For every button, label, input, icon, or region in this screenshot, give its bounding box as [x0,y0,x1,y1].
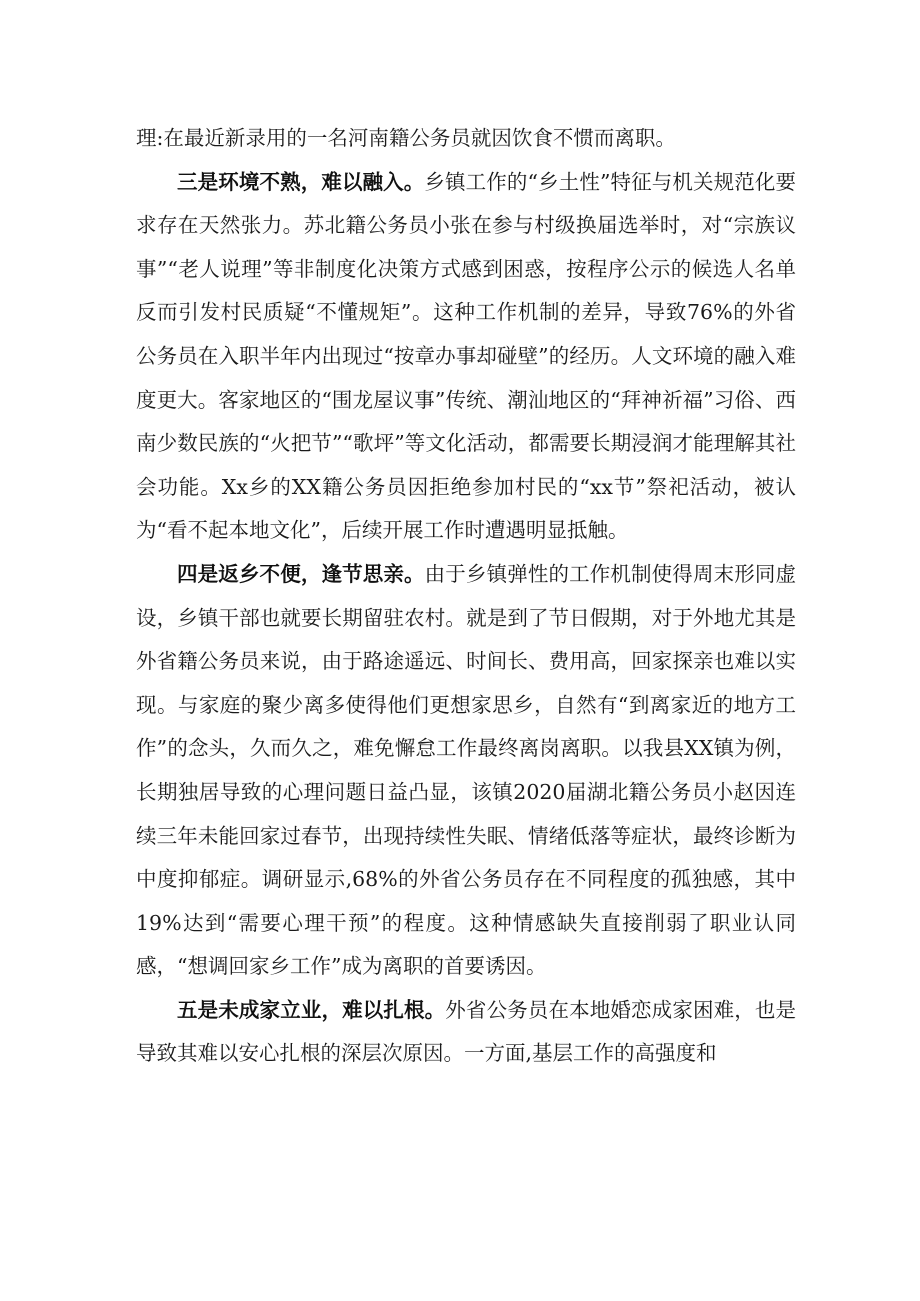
paragraph-settle-down [136,989,796,1076]
paragraph-continuation [136,117,796,161]
paragraph-text: 乡镇工作的“乡土性”特征与机关规范化要求存在天然张力。苏北籍公务员小张在参与村级换届选举时，对“宗族议事”“老人说理”等非制度化决策方式感到困惑，按程序公示的候选人名单反而引发村民质疑“不懂规矩”。这种工作机制的差异，导致76%的外省公务员在入职半年内出现过“按章办事却碰壁”的经历。人文环境的融入难度更大。客家地区的“围龙屋议事”传统、潮汕地区的“拜神祈福”习俗、西南少数民族的“火把节”“歌坪”等文化活动，都需要长期浸润才能理解其社会功能。Xx乡的XX籍公务员因拒绝参加村民的“xx节”祭祀活动，被认为“看不起本地文化”，后续开展工作时遭遇明显抵触。 [136,169,797,543]
paragraph-heading: 五是未成家立业，难以扎根。 [177,997,446,1022]
paragraph-heading: 四是返乡不便，逢节思亲。 [177,561,425,586]
paragraph-text: 外省公务员在本地婚恋成家困难，也是导致其难以安心扎根的深层次原因。一方面,基层工作的高强度和 [136,997,797,1066]
paragraph-text: 理:在最近新录用的一名河南籍公务员就因饮食不惯而离职。 [136,126,676,150]
document-body [136,117,796,1076]
paragraph-heading: 三是环境不熟，难以融入。 [177,169,425,194]
paragraph-homesick [136,553,796,989]
paragraph-text: 由于乡镇弹性的工作机制使得周末形同虚设，乡镇干部也就要长期留驻农村。就是到了节日假期，对于外地尤其是外省籍公务员来说，由于路途遥远、时间长、费用高，回家探亲也难以实现。与家庭的聚少离多使得他们更想家思乡，自然有“到离家近的地方工作”的念头，久而久之，难免懈怠工作最终离岗离职。以我县XX镇为例，长期独居导致的心理问题日益凸显，该镇2020届湖北籍公务员小赵因连续三年未能回家过春节，出现持续性失眠、情绪低落等症状，最终诊断为中度抑郁症。调研显示,68%的外省公务员存在不同程度的孤独感，其中19%达到“需要心理干预”的程度。这种情感缺失直接削弱了职业认同感，“想调回家乡工作”成为离职的首要诱因。 [136,561,797,979]
paragraph-environment [136,161,796,553]
